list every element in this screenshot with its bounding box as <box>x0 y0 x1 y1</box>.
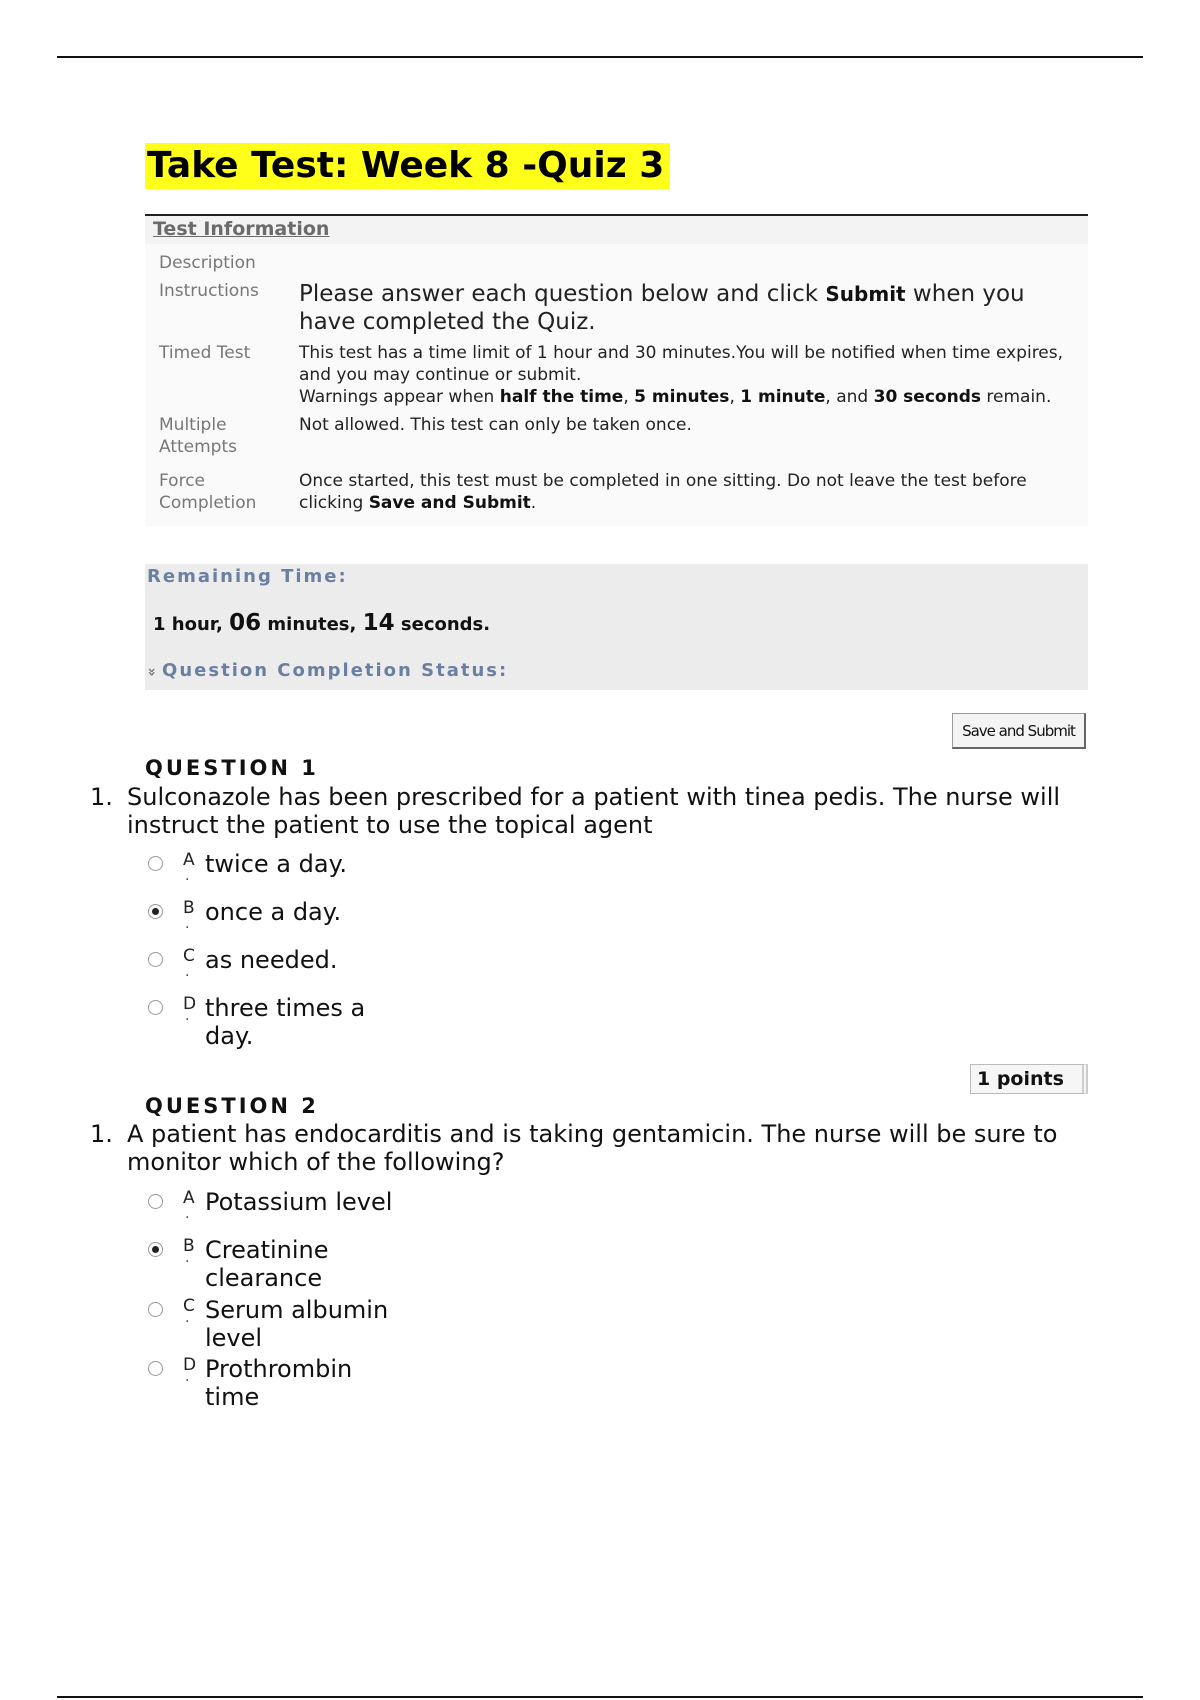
option-text <box>205 1355 352 1411</box>
radio-button[interactable] <box>148 1302 163 1317</box>
timed-test-label: Timed Test <box>159 343 251 363</box>
option-text <box>205 850 347 878</box>
option-letter: A <box>183 850 195 870</box>
option-letter: D <box>183 994 197 1014</box>
description-value <box>299 252 1088 274</box>
option-dot: · <box>185 1210 190 1226</box>
force-completion-label: Force Completion <box>159 471 257 513</box>
option-text <box>205 994 365 1050</box>
option-text-line: twice a day. <box>205 850 347 878</box>
option-dot: · <box>185 872 190 888</box>
option-text-line: day. <box>205 1022 254 1050</box>
option-text-line: as needed. <box>205 946 338 974</box>
instructions-label: Instructions <box>159 281 259 301</box>
test-information-heading[interactable]: Test Information <box>145 214 1088 244</box>
question-2-text: A patient has endocarditis and is taking gentamicin. The nurse will be sure to monitor which of the following? <box>127 1120 1058 1176</box>
option-text-line: Serum albumin <box>205 1296 389 1324</box>
remaining-time-value: 1 hour, 06 minutes, 14 seconds. <box>153 610 491 636</box>
question-2-number: 1. <box>90 1120 113 1148</box>
option-text <box>205 946 337 974</box>
radio-button[interactable] <box>148 1242 163 1257</box>
option-dot: · <box>185 1314 190 1330</box>
option-text <box>205 1188 392 1216</box>
option-text-line: once a day. <box>205 898 342 926</box>
page-title: Take Test: Week 8 -Quiz 3 <box>145 143 670 189</box>
option-letter: B <box>183 898 195 918</box>
option-dot: · <box>185 968 190 984</box>
top-rule <box>57 56 1143 58</box>
option-dot: · <box>185 1254 190 1270</box>
radio-button[interactable] <box>148 952 163 967</box>
option-text-line: three times a <box>205 994 366 1022</box>
option-letter: D <box>183 1355 197 1375</box>
radio-button[interactable] <box>148 1361 163 1376</box>
description-label: Description <box>159 253 256 273</box>
instructions-value: Please answer each question below and click Submit when you have completed the Quiz. <box>299 281 1025 335</box>
points-badge: 1 points <box>970 1064 1088 1094</box>
question-1-number: 1. <box>90 783 113 811</box>
option-text-line: level <box>205 1324 263 1352</box>
force-completion-value: Once started, this test must be completed in one sitting. Do not leave the test before clicking Save and Submit. <box>299 471 1027 513</box>
question-1-heading: QUESTION 1 <box>145 756 319 780</box>
option-dot: · <box>185 1373 190 1389</box>
option-text-line: Creatinine <box>205 1236 329 1264</box>
option-text <box>205 1236 329 1292</box>
multiple-attempts-value: Not allowed. This test can only be taken once. <box>299 415 692 435</box>
option-letter: B <box>183 1236 195 1256</box>
bottom-rule <box>57 1696 1143 1698</box>
option-dot: · <box>185 920 190 936</box>
option-text <box>205 898 341 926</box>
question-1-text: Sulconazole has been prescribed for a patient with tinea pedis. The nurse will instruct the patient to use the topical agent <box>127 783 1061 839</box>
option-letter: C <box>183 1296 195 1316</box>
option-dot: · <box>185 1012 190 1028</box>
radio-button[interactable] <box>148 1194 163 1209</box>
question-completion-status-toggle[interactable]: » Question Completion Status: <box>143 660 509 681</box>
option-letter: A <box>183 1188 195 1208</box>
radio-button[interactable] <box>148 856 163 871</box>
save-and-submit-button[interactable]: Save and Submit <box>952 713 1086 749</box>
question-2-heading: QUESTION 2 <box>145 1094 319 1118</box>
timed-test-value: This test has a time limit of 1 hour and 30 minutes.You will be notified when time expires, and you may continue or submit. Warnings appear when half the time, 5 minutes, 1 minute, and 30 seconds remain. <box>299 343 1064 407</box>
multiple-attempts-label: Multiple Attempts <box>159 415 237 457</box>
radio-button[interactable] <box>148 1000 163 1015</box>
remaining-time-panel <box>145 564 1088 690</box>
test-information-panel <box>145 214 1088 526</box>
option-text <box>205 1296 388 1352</box>
radio-button[interactable] <box>148 904 163 919</box>
remaining-time-label: Remaining Time: <box>147 566 348 587</box>
option-letter: C <box>183 946 195 966</box>
option-text-line: Potassium level <box>205 1188 393 1216</box>
option-text-line: time <box>205 1383 260 1411</box>
double-chevron-down-icon: » <box>143 667 160 677</box>
option-text-line: Prothrombin <box>205 1355 353 1383</box>
option-text-line: clearance <box>205 1264 323 1292</box>
